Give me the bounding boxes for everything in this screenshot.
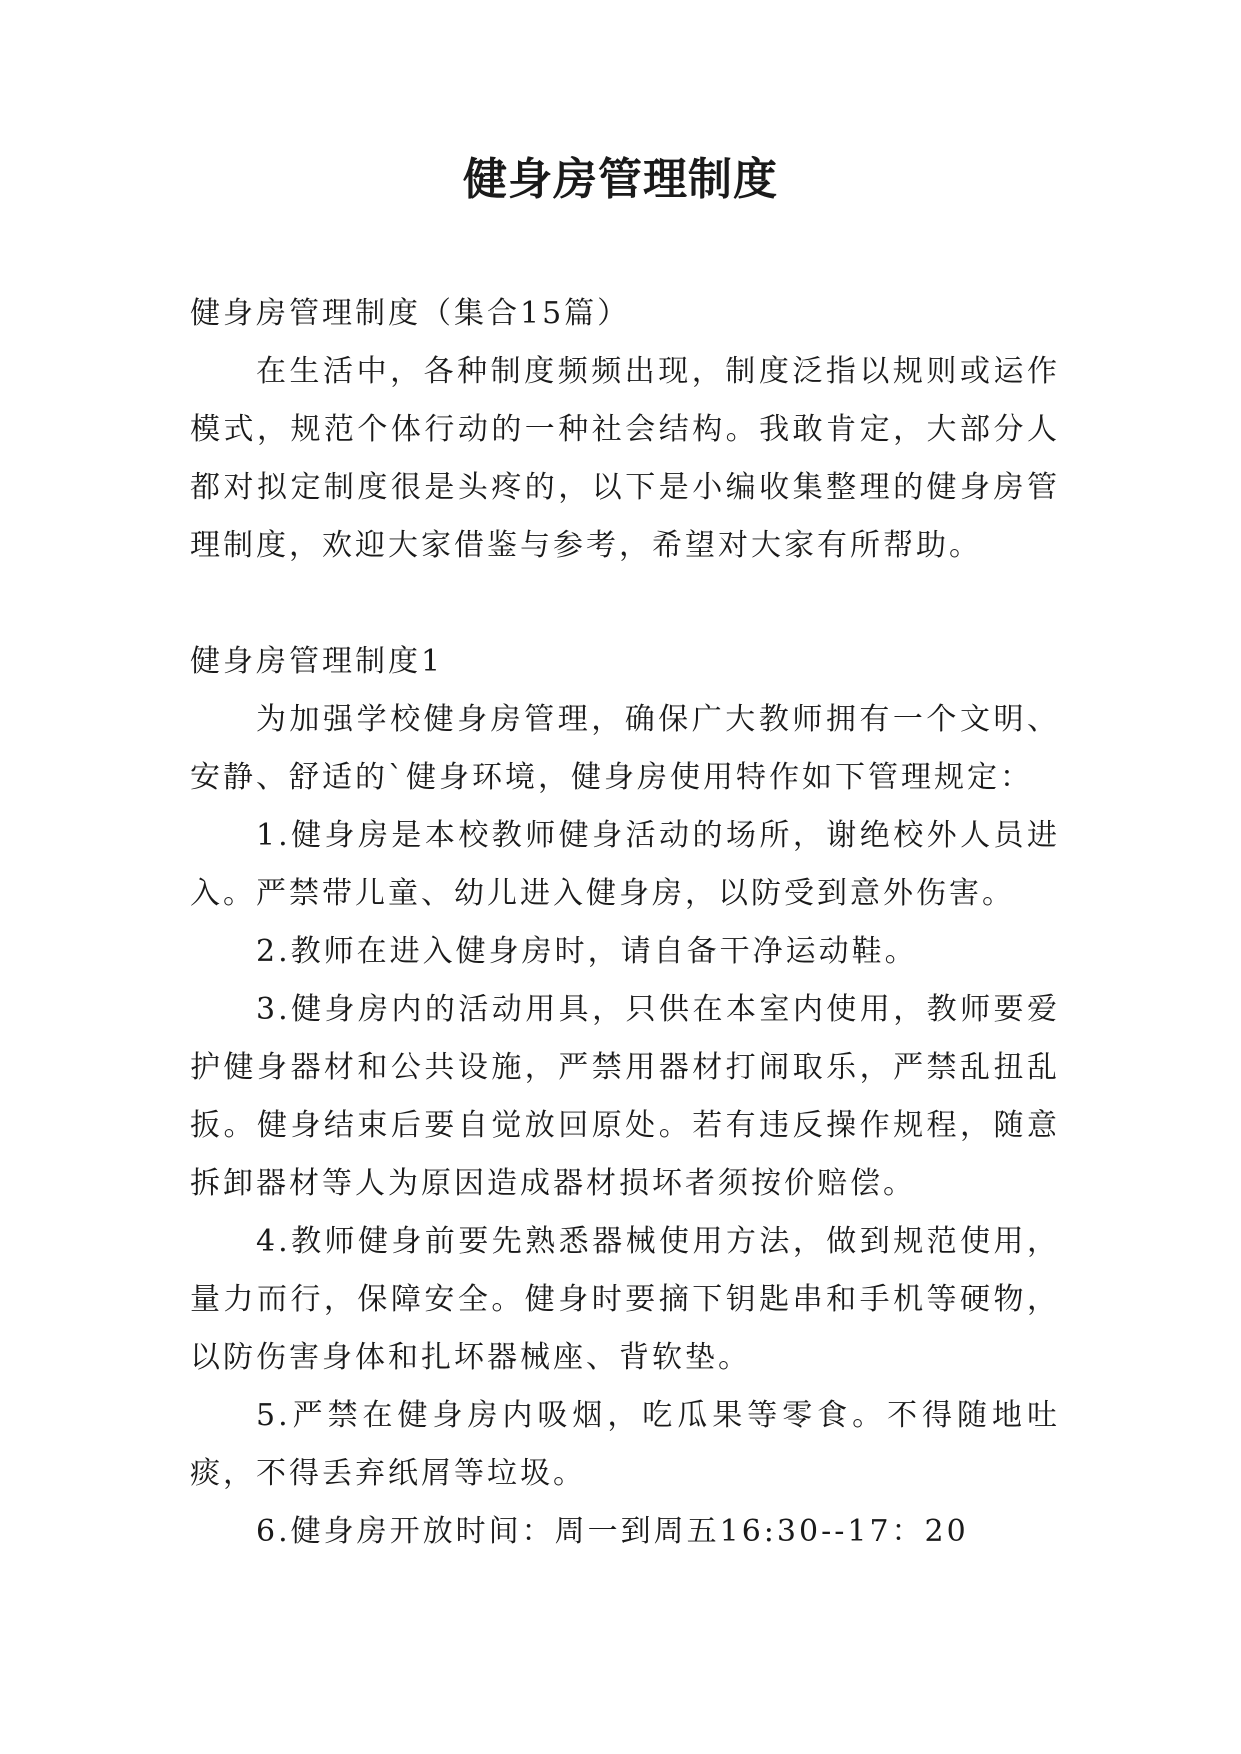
- rule-item-2: 2.教师在进入健身房时，请自备干净运动鞋。: [256, 934, 918, 969]
- rule-item-5: 5.严禁在健身房内吸烟，吃瓜果等零食。不得随地吐痰，不得丢弃纸屑等垃圾。: [190, 1398, 1060, 1491]
- document-title: 健身房管理制度: [463, 154, 778, 205]
- section-heading: 健身房管理制度1: [190, 644, 444, 679]
- paragraph-spacer: [190, 575, 1060, 633]
- document-body: [190, 285, 1060, 1561]
- document-subtitle: 健身房管理制度（集合15篇）: [190, 296, 631, 331]
- rule-item-6: 6.健身房开放时间：周一到周五16:30--17：20: [256, 1514, 969, 1549]
- rule-item-4: 4.教师健身前要先熟悉器械使用方法，做到规范使用，量力而行，保障安全。健身时要摘下钥匙串和手机等硬物，以防伤害身体和扎坏器械座、背软垫。: [190, 1224, 1060, 1375]
- intro-paragraph: 在生活中，各种制度频频出现，制度泛指以规则或运作模式，规范个体行动的一种社会结构。我敢肯定，大部分人都对拟定制度很是头疼的，以下是小编收集整理的健身房管理制度，欢迎大家借鉴与参考，希望对大家有所帮助。: [190, 354, 1060, 563]
- rule-item-1: 1.健身房是本校教师健身活动的场所，谢绝校外人员进入。严禁带儿童、幼儿进入健身房，以防受到意外伤害。: [190, 818, 1060, 911]
- section-lead-paragraph: 为加强学校健身房管理，确保广大教师拥有一个文明、安静、舒适的`健身环境，健身房使用特作如下管理规定：: [190, 702, 1060, 795]
- rule-item-3: 3.健身房内的活动用具，只供在本室内使用，教师要爱护健身器材和公共设施，严禁用器材打闹取乐，严禁乱扭乱扳。健身结束后要自觉放回原处。若有违反操作规程，随意拆卸器材等人为原因造成器材损坏者须按价赔偿。: [190, 992, 1060, 1201]
